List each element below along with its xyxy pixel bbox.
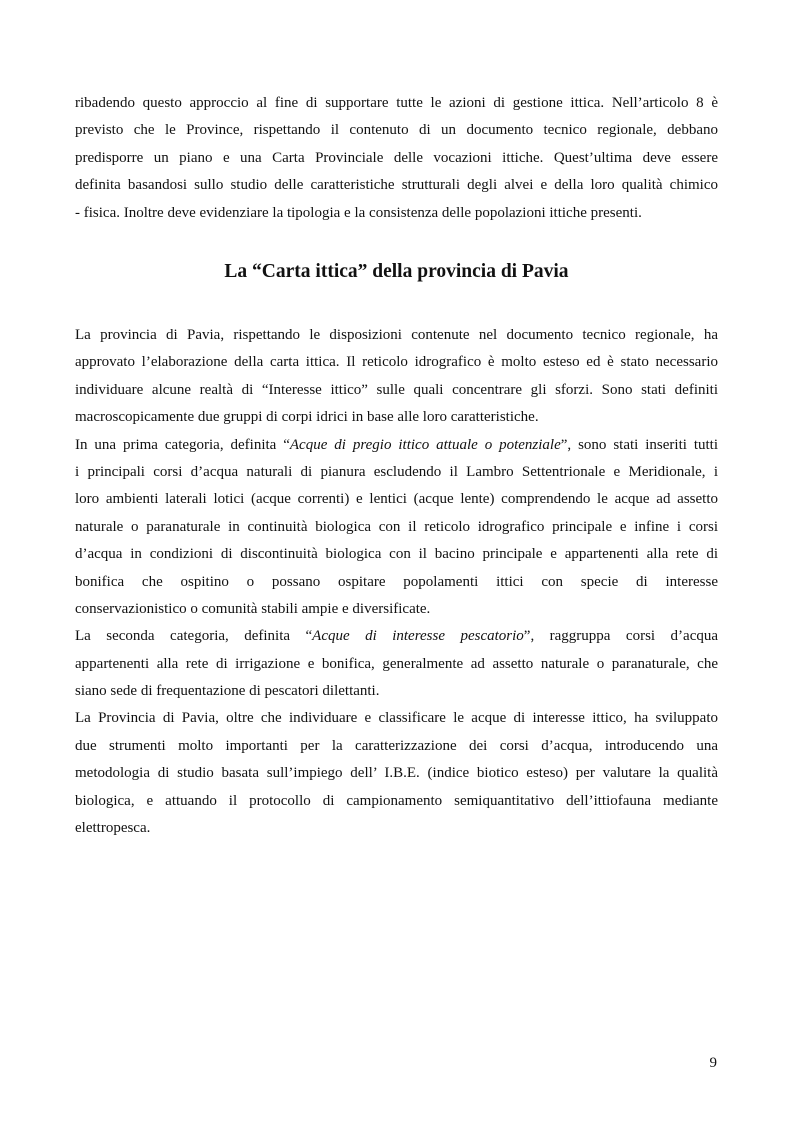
text-run: In una prima categoria, definita “ (75, 436, 290, 453)
text-line: elettropesca. (75, 820, 151, 837)
text-line: d’acqua in condizioni di discontinuità biologica con il bacino principale e appartenenti alla rete di (75, 546, 718, 563)
text-line (75, 623, 718, 650)
text-line: previsto che le Province, rispettando il contenuto di un documento tecnico regionale, debbano (75, 122, 718, 139)
text-line: loro ambienti laterali lotici (acque correnti) e lentici (acque lente) comprendendo le acque ad assetto (75, 491, 718, 508)
text-line (75, 432, 718, 459)
text-line: La provincia di Pavia, rispettando le disposizioni contenute nel documento tecnico regionale, ha (75, 327, 718, 343)
text-line: La Provincia di Pavia, oltre che individuare e classificare le acque di interesse ittico, ha sviluppato (75, 710, 718, 727)
text-line: definita basandosi sullo studio delle caratteristiche strutturali degli alvei e della loro qualità chimico (75, 177, 718, 194)
category-name-pescatorio: Acque di interesse pescatorio (312, 628, 524, 645)
text-line: predisporre un piano e una Carta Provinciale delle vocazioni ittiche. Quest’ultima deve essere (75, 149, 718, 166)
section-heading: La “Carta ittica” della provincia di Pavia (224, 261, 569, 282)
text-line: approvato l’elaborazione della carta ittica. Il reticolo idrografico è molto esteso ed è stato necessario (75, 354, 718, 371)
category-name-pregio: Acque di pregio ittico attuale o potenziale (289, 436, 561, 453)
text-line: - fisica. Inoltre deve evidenziare la tipologia e la consistenza delle popolazioni ittiche presenti. (75, 204, 642, 221)
text-run: La seconda categoria, definita “ (75, 628, 313, 645)
text-line: due strumenti molto importanti per la caratterizzazione dei corsi d’acqua, introducendo una (75, 737, 718, 754)
text-line: macroscopicamente due gruppi di corpi idrici in base alle loro caratteristiche. (75, 409, 539, 426)
text-line: conservazionistico o comunità stabili ampie e diversificate. (75, 600, 431, 617)
text-run: ”, sono stati inseriti tutti (560, 436, 718, 453)
text-line: bonifica che ospitino o possano ospitare popolamenti ittici con specie di interesse (75, 573, 718, 590)
text-line: biologica, e attuando il protocollo di campionamento semiquantitativo dell’ittiofauna mediante (75, 792, 718, 809)
text-line: metodologia di studio basata sull’impiego dell’ I.B.E. (indice biotico esteso) per valutare la qualità (75, 765, 718, 782)
text-line: individuare alcune realtà di “Interesse ittico” sulle quali concentrare gli sforzi. Sono stati definiti (75, 381, 718, 398)
text-line: appartenenti alla rete di irrigazione e bonifica, generalmente ad assetto naturale o paranaturale, che (75, 655, 718, 672)
page-number: 9 (709, 1055, 717, 1071)
text-run: ”, raggruppa corsi d’acqua (523, 628, 719, 645)
text-line: ribadendo questo approccio al fine di supportare tutte le azioni di gestione ittica. Nell’articolo 8 è (75, 95, 718, 111)
text-line: siano sede di frequentazione di pescatori dilettanti. (75, 683, 380, 700)
text-line: naturale o paranaturale in continuità biologica con il reticolo idrografico principale e infine i corsi (75, 518, 718, 535)
text-line: i principali corsi d’acqua naturali di pianura escludendo il Lambro Settentrionale e Meridionale, i (75, 463, 718, 480)
intro-paragraph (75, 90, 718, 227)
body-text (75, 322, 718, 842)
